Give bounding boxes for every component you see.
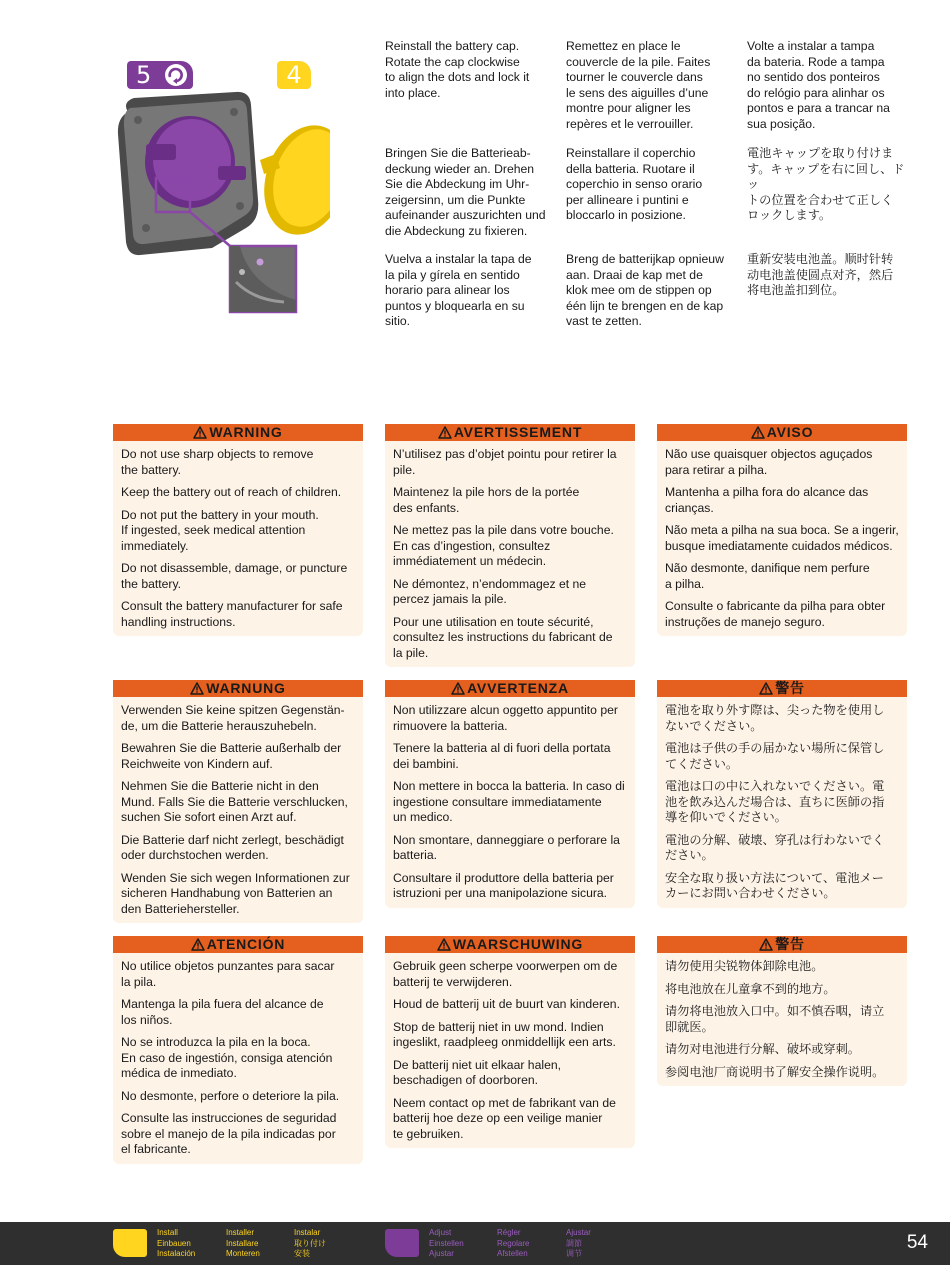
warning-item xyxy=(665,523,903,554)
instruction-line: montre pour aligner les xyxy=(566,101,691,116)
warning-header xyxy=(657,936,907,953)
warning-item xyxy=(121,779,359,826)
warning-item xyxy=(393,577,631,608)
warning-line: oder durchstochen werden. xyxy=(121,848,269,862)
warning-line: Reichweite von Kindern auf. xyxy=(121,756,273,771)
instruction-line: bloccarlo in posizione. xyxy=(566,208,686,223)
warning-item xyxy=(393,1058,631,1089)
warning-item xyxy=(121,1111,359,1158)
warning-item xyxy=(665,599,903,630)
warning-item xyxy=(121,703,359,734)
instruction-line: één lijn te brengen en de kap xyxy=(566,298,724,313)
warning-header xyxy=(113,680,363,697)
warning-line: immediately. xyxy=(121,538,189,553)
adjust-color-key xyxy=(385,1229,419,1257)
instruction-line: tourner le couvercle dans xyxy=(566,70,703,85)
warning-body xyxy=(385,953,635,1148)
warning-line: Nehmen Sie die Batterie nicht in den xyxy=(121,779,319,793)
warning-panel-zh xyxy=(657,936,907,1086)
install-labels xyxy=(157,1228,195,1260)
warning-line: the battery. xyxy=(121,462,182,477)
instruction-line: da bateria. Rode a tampa xyxy=(747,54,885,69)
warning-line: Não use quaisquer objectos aguçados xyxy=(665,447,873,461)
warning-item xyxy=(665,1042,903,1058)
warning-line: Keep the battery out of reach of children. xyxy=(121,485,342,499)
warning-line: sicheren Handhabung von Batterien an xyxy=(121,886,333,900)
warning-line: busque imediatamente cuidados médicos. xyxy=(665,538,893,553)
instruction-line: no sentido dos ponteiros xyxy=(747,70,880,85)
instruction-line: ロックします。 xyxy=(747,208,832,223)
warning-line: suchen Sie sofort einen Arzt auf. xyxy=(121,810,297,824)
warning-line: ないでください。 xyxy=(665,718,763,733)
warning-line: istruzioni per una manipolazione sicura. xyxy=(393,886,608,900)
warning-header xyxy=(657,680,907,697)
warning-item xyxy=(393,703,631,734)
warning-line: instruções de manejo seguro. xyxy=(665,614,825,629)
warning-line: En caso de ingestión, consiga atención xyxy=(121,1050,333,1065)
warning-line: te gebruiken. xyxy=(393,1126,464,1141)
warning-line: para retirar a pilha. xyxy=(665,462,768,477)
footer-label: Instalación xyxy=(157,1249,196,1258)
warning-title: 警告 xyxy=(775,680,805,696)
rotate-clockwise-icon xyxy=(163,62,189,88)
footer-label: Installer xyxy=(226,1228,255,1237)
footer-label: Einbauen xyxy=(157,1238,191,1248)
warning-line: No se introduzca la pila en la boca. xyxy=(121,1035,311,1049)
warning-item xyxy=(121,599,359,630)
warning-line: Ne mettez pas la pile dans votre bouche. xyxy=(393,523,614,537)
warning-header xyxy=(385,680,635,697)
footer-label: Instalar xyxy=(294,1228,321,1237)
warning-line: Do not put the battery in your mouth. xyxy=(121,507,319,522)
warning-line: 请勿将电池放入口中。如不慎吞咽，请立 xyxy=(665,1004,885,1018)
warning-item xyxy=(665,871,903,902)
instruction-line: Reinstallare il coperchio xyxy=(566,146,696,160)
warning-line: batterij hoe deze op een veilige manier xyxy=(393,1111,603,1125)
instruction-line: Remettez en place le xyxy=(566,39,681,53)
footer-label: Regolare xyxy=(497,1238,530,1248)
warning-item xyxy=(665,1004,903,1035)
warning-line: If ingested, seek medical attention xyxy=(121,523,306,537)
warning-line: consultez les instructions du fabricant de xyxy=(393,630,613,644)
warning-item xyxy=(393,741,631,772)
step-number: 5 xyxy=(136,61,152,89)
instruction-fr xyxy=(566,39,734,133)
instruction-line: 将电池盖扣到位。 xyxy=(747,283,845,298)
warning-line: Non utilizzare alcun oggetto appuntito per xyxy=(393,703,618,717)
warning-item xyxy=(665,741,903,772)
warning-item xyxy=(121,997,359,1028)
battery-cap-illustration xyxy=(100,50,330,320)
warning-body xyxy=(657,441,907,636)
warning-line: ingestione consultare immediatamente xyxy=(393,794,602,809)
warning-item xyxy=(393,1096,631,1143)
warning-line: de, um die Batterie herauszuhebeln. xyxy=(121,718,317,733)
install-labels xyxy=(294,1228,326,1260)
warning-item xyxy=(665,959,903,975)
instruction-line: aan. Draai de kap met de xyxy=(566,267,703,282)
warning-line: the battery. xyxy=(121,576,182,591)
warning-line: De batterij niet uit elkaar halen, xyxy=(393,1057,562,1072)
warning-triangle-icon xyxy=(759,682,773,695)
warning-line: Consult the battery manufacturer for safe xyxy=(121,599,343,613)
warning-line: Gebruik geen scherpe voorwerpen om de xyxy=(393,959,618,973)
warning-header xyxy=(113,424,363,441)
warning-item xyxy=(121,1089,359,1105)
warning-line: En cas d’ingestion, consultez xyxy=(393,538,551,553)
warning-body xyxy=(385,697,635,908)
instruction-line: le sens des aiguilles d’une xyxy=(566,85,709,100)
instruction-de xyxy=(385,146,553,240)
warning-line: la pila. xyxy=(121,974,157,989)
warning-triangle-icon xyxy=(190,682,204,695)
warning-item xyxy=(121,447,359,478)
warning-triangle-icon xyxy=(193,426,207,439)
warning-panel-en xyxy=(113,424,363,636)
footer-label: 調節 xyxy=(566,1238,582,1248)
warning-line: Non smontare, danneggiare o perforare la xyxy=(393,832,620,847)
warning-panel-nl xyxy=(385,936,635,1148)
footer-label: 调节 xyxy=(566,1249,582,1258)
warning-item xyxy=(665,1065,903,1081)
warning-line: カーにお問い合わせください。 xyxy=(665,886,836,900)
instruction-line: die Abdeckung zu fixieren. xyxy=(385,223,528,238)
warning-line: 池を飲み込んだ場合は、直ちに医師の指 xyxy=(665,794,885,809)
warning-item xyxy=(665,485,903,516)
warning-item xyxy=(393,615,631,662)
instruction-line: トの位置を合わせて正しく xyxy=(747,192,894,207)
warning-body xyxy=(113,441,363,636)
instruction-line: Reinstall the battery cap. xyxy=(385,39,520,53)
instruction-line: klok mee om de stippen op xyxy=(566,283,712,298)
warning-line: No utilice objetos punzantes para sacar xyxy=(121,959,335,973)
warning-triangle-icon xyxy=(437,938,451,951)
warning-header xyxy=(657,424,907,441)
footer-label: Einstellen xyxy=(429,1238,464,1248)
footer-label: Afstellen xyxy=(497,1249,528,1258)
warning-line: 電池は子供の手の届かない場所に保管し xyxy=(665,741,885,755)
warning-line: 将电池放在儿童拿不到的地方。 xyxy=(665,981,836,996)
warning-line: Verwenden Sie keine spitzen Gegenstän- xyxy=(121,703,345,717)
instruction-line: Sie die Abdeckung im Uhr- xyxy=(385,177,530,192)
warning-item xyxy=(665,447,903,478)
warning-item xyxy=(393,447,631,478)
warning-body xyxy=(657,953,907,1086)
warning-panel-fr xyxy=(385,424,635,667)
instruction-zh xyxy=(747,252,915,299)
warning-item xyxy=(121,959,359,990)
warning-line: percez jamais la pile. xyxy=(393,592,507,606)
step-number: 4 xyxy=(286,61,302,89)
instruction-es xyxy=(385,252,553,330)
warning-line: Ne démontez, n’endommagez et ne xyxy=(393,576,587,591)
warning-item xyxy=(121,1035,359,1082)
instruction-it xyxy=(566,146,734,224)
warning-panel-pt xyxy=(657,424,907,636)
warning-item xyxy=(121,741,359,772)
warning-line: a pilha. xyxy=(665,576,705,591)
warning-line: batteria. xyxy=(393,848,438,862)
warning-line: Do not use sharp objects to remove xyxy=(121,447,314,461)
warning-item xyxy=(393,485,631,516)
warning-line: No desmonte, perfore o deteriore la pila. xyxy=(121,1088,340,1103)
instruction-line: couvercle de la pile. Faites xyxy=(566,54,711,69)
warning-panel-ja xyxy=(657,680,907,908)
instruction-line: la pila y gírela en sentido xyxy=(385,267,520,282)
instruction-line: Volte a instalar a tampa xyxy=(747,39,875,53)
warning-line: Tenere la batteria al di fuori della portata xyxy=(393,741,611,755)
footer-label: Régler xyxy=(497,1228,521,1237)
warning-line: rimuovere la batteria. xyxy=(393,718,508,733)
warning-line: Não desmonte, danifique nem perfure xyxy=(665,561,870,575)
instruction-line: sua posição. xyxy=(747,116,816,131)
warning-line: Não meta a pilha na sua boca. Se a ingerir, xyxy=(665,523,899,537)
footer-label: 取り付け xyxy=(294,1238,326,1248)
warning-item xyxy=(121,485,359,501)
instruction-line: vast te zetten. xyxy=(566,314,642,329)
instruction-line: Breng de batterijkap opnieuw xyxy=(566,252,724,266)
instruction-line: aufeinander auszurichten und xyxy=(385,208,546,223)
footer-label: Monteren xyxy=(226,1249,260,1258)
warning-triangle-icon xyxy=(438,426,452,439)
adjust-labels xyxy=(566,1228,591,1260)
warning-body xyxy=(113,697,363,923)
warning-line: Stop de batterij niet in uw mond. Indien xyxy=(393,1019,604,1034)
instruction-line: Bringen Sie die Batterieab- xyxy=(385,146,531,160)
warning-line: beschadigen of doorboren. xyxy=(393,1073,539,1087)
warning-item xyxy=(665,982,903,998)
footer-label: Ajustar xyxy=(429,1249,454,1258)
adjust-labels xyxy=(429,1228,464,1260)
instruction-line: 重新安装电池盖。顺时针转 xyxy=(747,252,894,266)
warning-item xyxy=(393,997,631,1013)
instruction-line: coperchio in senso orario xyxy=(566,177,703,192)
instruction-line: sitio. xyxy=(385,314,411,329)
warning-line: 即就医。 xyxy=(665,1019,714,1034)
instruction-line: della batteria. Ruotare il xyxy=(566,161,695,176)
warning-item xyxy=(121,561,359,592)
warning-line: immédiatement un médecin. xyxy=(393,554,547,568)
warning-line: Houd de batterij uit de buurt van kinderen. xyxy=(393,997,620,1011)
warning-item xyxy=(665,833,903,864)
device-with-cap-drawing xyxy=(100,50,330,320)
warning-line: handling instructions. xyxy=(121,614,236,629)
warning-line: 参阅电池厂商说明书了解安全操作说明。 xyxy=(665,1064,885,1079)
warning-line: Maintenez la pile hors de la portée xyxy=(393,485,580,499)
warning-line: Mund. Falls Sie die Batterie verschlucken, xyxy=(121,794,348,809)
warning-item xyxy=(393,523,631,570)
warning-line: 電池を取り外す際は、尖った物を使用し xyxy=(665,703,885,717)
warning-title: 警告 xyxy=(775,936,805,952)
warning-panel-es xyxy=(113,936,363,1164)
warning-line: los niños. xyxy=(121,1012,173,1027)
instruction-line: 动电池盖使圆点对齐，然后 xyxy=(747,267,894,282)
warning-line: ingeslikt, raadpleeg onmiddellijk een arts. xyxy=(393,1035,616,1049)
warning-item xyxy=(393,1020,631,1051)
warning-title: WARNING xyxy=(209,424,283,440)
warning-panel-it xyxy=(385,680,635,908)
instruction-line: zeigersinn, um die Punkte xyxy=(385,192,526,207)
instruction-line: 電池キャップを取り付けま xyxy=(747,146,894,160)
warning-line: 電池の分解、破壊、穿孔は行わないでく xyxy=(665,832,885,847)
warning-item xyxy=(393,779,631,826)
instruction-line: to align the dots and lock it xyxy=(385,70,530,85)
warning-header xyxy=(385,936,635,953)
install-color-key xyxy=(113,1229,147,1257)
instruction-line: do relógio para alinhar os xyxy=(747,85,885,100)
warning-line: la pile. xyxy=(393,645,429,660)
warning-line: 请勿使用尖锐物体卸除电池。 xyxy=(665,959,824,973)
warning-line: Consulte las instrucciones de seguridad xyxy=(121,1111,337,1125)
instruction-en xyxy=(385,39,553,101)
warning-line: 電池は口の中に入れないでください。電 xyxy=(665,779,885,793)
instruction-line: す。キャップを右に回し、ドッ xyxy=(747,161,905,192)
warning-triangle-icon xyxy=(759,938,773,951)
warning-body xyxy=(385,441,635,667)
warning-line: Do not disassemble, damage, or puncture xyxy=(121,561,348,575)
warning-line: ださい。 xyxy=(665,848,714,862)
warning-item xyxy=(665,779,903,826)
step-4-badge xyxy=(277,61,311,89)
warning-line: den Batteriehersteller. xyxy=(121,901,240,916)
warning-body xyxy=(657,697,907,908)
footer-label: 安装 xyxy=(294,1249,310,1258)
instruction-line: into place. xyxy=(385,85,441,100)
warning-line: el fabricante. xyxy=(121,1142,191,1156)
footer-label: Adjust xyxy=(429,1228,452,1237)
warning-line: てください。 xyxy=(665,756,739,771)
adjust-labels xyxy=(497,1228,529,1260)
warning-line: 安全な取り扱い方法について、電池メー xyxy=(665,870,884,885)
warning-line: 请勿对电池进行分解、破坏或穿刺。 xyxy=(665,1042,860,1056)
instruction-line: deckung wieder an. Drehen xyxy=(385,161,535,176)
warning-line: des enfants. xyxy=(393,500,460,515)
warning-body xyxy=(113,953,363,1164)
warning-line: N’utilisez pas d’objet pointu pour retirer la xyxy=(393,447,617,461)
warning-line: sobre el manejo de la pila indicadas por xyxy=(121,1126,336,1141)
warning-line: Consultare il produttore della batteria per xyxy=(393,870,614,885)
warning-line: Consulte o fabricante da pilha para obter xyxy=(665,599,886,613)
warning-line: Non mettere in bocca la batteria. In caso di xyxy=(393,779,625,793)
instruction-line: horario para alinear los xyxy=(385,283,510,298)
warning-line: médica de inmediato. xyxy=(121,1066,237,1080)
install-labels xyxy=(226,1228,260,1260)
instruction-line: Vuelva a instalar la tapa de xyxy=(385,252,532,266)
warning-item xyxy=(665,561,903,592)
warning-triangle-icon xyxy=(451,682,465,695)
warning-line: Bewahren Sie die Batterie außerhalb der xyxy=(121,741,342,755)
warning-item xyxy=(393,959,631,990)
instruction-line: puntos y bloquearla en su xyxy=(385,298,525,313)
warning-line: crianças. xyxy=(665,500,714,515)
warning-item xyxy=(121,871,359,918)
footer-label: Installare xyxy=(226,1238,259,1248)
warning-line: Neem contact op met de fabrikant van de xyxy=(393,1095,616,1110)
warning-title: WARNUNG xyxy=(206,680,286,696)
warning-line: Pour une utilisation en toute sécurité, xyxy=(393,614,594,629)
warning-title: AVISO xyxy=(766,424,814,440)
instruction-pt xyxy=(747,39,915,133)
warning-line: Die Batterie darf nicht zerlegt, beschädigt xyxy=(121,832,344,847)
warning-header xyxy=(385,424,635,441)
step-5-badge xyxy=(127,61,193,89)
warning-line: Mantenga la pila fuera del alcance de xyxy=(121,997,324,1011)
instruction-ja xyxy=(747,146,915,224)
warning-line: un medico. xyxy=(393,810,453,824)
instruction-line: per allineare i puntini e xyxy=(566,192,689,207)
instruction-nl xyxy=(566,252,734,330)
warning-title: ATENCIÓN xyxy=(206,936,286,952)
page-footer xyxy=(0,1222,950,1265)
page-number: 54 xyxy=(906,1232,928,1253)
warning-panel-de xyxy=(113,680,363,923)
warning-line: batterij te verwijderen. xyxy=(393,974,513,989)
instruction-line: Rotate the cap clockwise xyxy=(385,54,520,69)
footer-label: Ajustar xyxy=(566,1228,591,1237)
warning-triangle-icon xyxy=(751,426,765,439)
warning-item xyxy=(121,833,359,864)
warning-item xyxy=(121,508,359,555)
warning-item xyxy=(393,833,631,864)
warning-title: AVERTISSEMENT xyxy=(453,424,583,440)
warning-line: pile. xyxy=(393,462,416,477)
warning-triangle-icon xyxy=(191,938,205,951)
warning-title: WAARSCHUWING xyxy=(452,936,584,952)
warning-line: dei bambini. xyxy=(393,756,459,771)
warning-item xyxy=(393,871,631,902)
instruction-line: pontos e para a trancar na xyxy=(747,101,890,116)
warning-line: Mantenha a pilha fora do alcance das xyxy=(665,485,869,499)
footer-label: Install xyxy=(157,1228,178,1237)
warning-line: Wenden Sie sich wegen Informationen zur xyxy=(121,870,350,885)
warning-header xyxy=(113,936,363,953)
warning-item xyxy=(665,703,903,734)
warning-title: AVVERTENZA xyxy=(467,680,569,696)
instruction-line: repères et le verrouiller. xyxy=(566,116,694,131)
warning-line: 導を仰いでください。 xyxy=(665,810,787,824)
